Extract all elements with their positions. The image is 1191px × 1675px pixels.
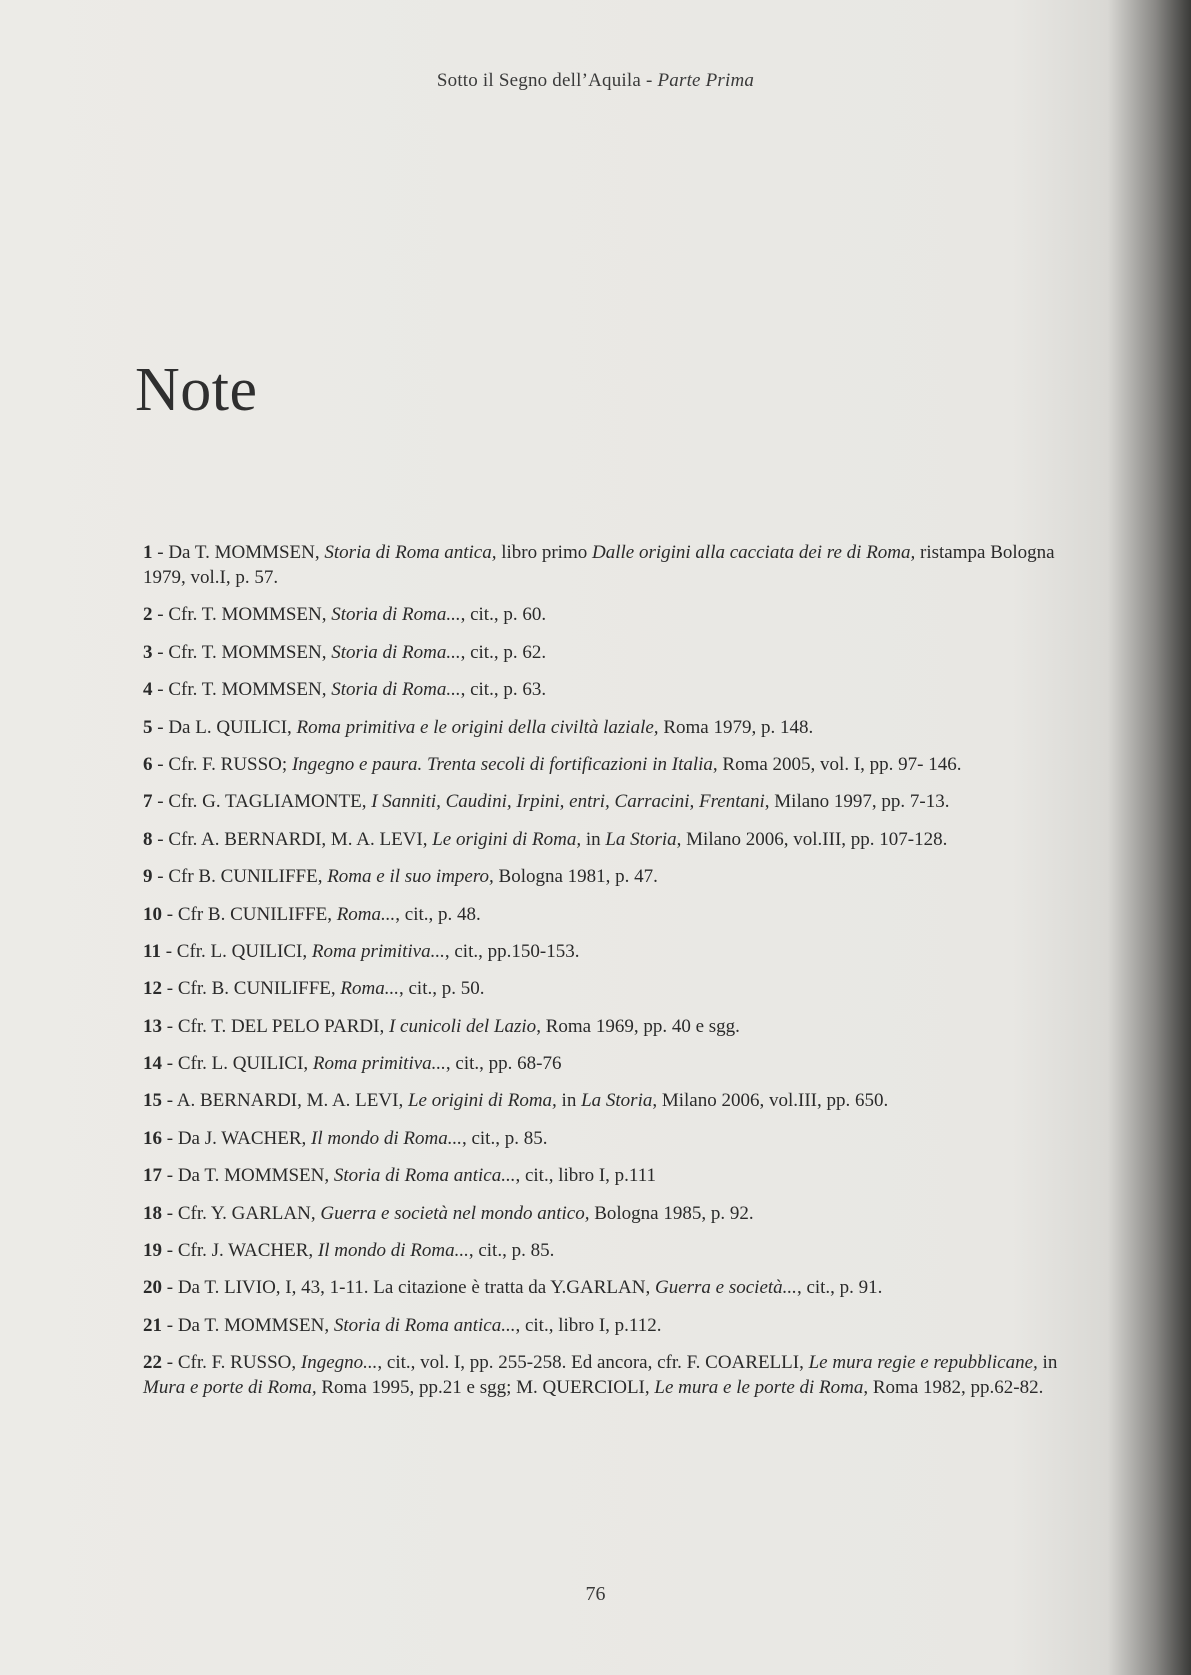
note-text: , cit., p. 63. bbox=[460, 679, 547, 701]
note-item bbox=[143, 1014, 1093, 1039]
note-text: in bbox=[556, 1090, 582, 1112]
note-item bbox=[143, 1201, 1093, 1226]
note-title-italic: Dalle origini alla cacciata dei re di Roma, bbox=[591, 542, 916, 563]
note-text: , Roma 1969, pp. 40 e sgg. bbox=[536, 1015, 740, 1037]
note-text: - Cfr. J. WACHER, bbox=[162, 1240, 318, 1262]
header-book-title: Sotto il Segno dell’Aquila bbox=[436, 70, 642, 91]
note-item bbox=[143, 864, 1093, 889]
note-item bbox=[143, 902, 1093, 927]
note-number: 5 bbox=[143, 716, 153, 738]
note-text: , cit., pp. 68-76 bbox=[445, 1053, 562, 1075]
note-number: 20 bbox=[143, 1277, 162, 1299]
running-header bbox=[0, 70, 1191, 92]
note-number: 7 bbox=[143, 791, 153, 813]
note-text: - Cfr. T. DEL PELO PARDI, bbox=[162, 1015, 389, 1037]
note-text: ristampa Bologna 1979, vol.I, p. 57. bbox=[143, 542, 1055, 588]
note-number: 18 bbox=[143, 1202, 162, 1224]
note-item bbox=[143, 677, 1093, 702]
note-title-italic: Guerra e società nel mondo antico, bbox=[320, 1202, 590, 1224]
note-number: 14 bbox=[143, 1053, 162, 1075]
note-title-italic: I Sanniti, Caudini, Irpini, entri, Carracini, Frentani bbox=[371, 791, 765, 813]
note-item bbox=[143, 1163, 1093, 1188]
page-title: Note bbox=[135, 356, 258, 424]
header-separator: - bbox=[641, 70, 658, 91]
note-text: - Cfr. F. RUSSO; bbox=[152, 753, 292, 775]
note-text: - Cfr. B. CUNILIFFE, bbox=[162, 978, 341, 1000]
note-title-italic: Roma... bbox=[340, 978, 399, 1000]
note-title-italic: Storia di Roma... bbox=[331, 641, 461, 663]
note-number: 15 bbox=[143, 1090, 162, 1112]
note-item bbox=[143, 1126, 1093, 1151]
note-title-italic: Storia di Roma... bbox=[331, 679, 461, 701]
note-text: - Cfr. Y. GARLAN, bbox=[162, 1202, 321, 1224]
header-part: Parte Prima bbox=[657, 70, 755, 91]
note-text: , Milano 1997, pp. 7-13. bbox=[764, 791, 950, 813]
note-text: Roma 1979, p. 148. bbox=[658, 716, 814, 738]
note-text: - A. BERNARDI, M. A. LEVI, bbox=[162, 1090, 408, 1112]
note-item bbox=[143, 1313, 1093, 1338]
note-item bbox=[143, 602, 1093, 627]
note-title-italic: Roma primitiva... bbox=[311, 940, 445, 962]
note-text: - Cfr. T. MOMMSEN, bbox=[152, 604, 332, 626]
note-item bbox=[143, 789, 1093, 814]
note-text: - Cfr. F. RUSSO, bbox=[162, 1352, 301, 1374]
note-text: , cit., p. 60. bbox=[460, 604, 547, 626]
note-number: 19 bbox=[143, 1240, 162, 1262]
note-item bbox=[143, 939, 1093, 964]
note-title-italic: Ingegno e paura. Trenta secoli di fortificazioni in Italia bbox=[291, 753, 713, 775]
note-text: - Cfr. L. QUILICI, bbox=[162, 1053, 313, 1075]
note-title-italic: I cunicoli del Lazio bbox=[388, 1015, 537, 1037]
note-text: , cit., p. 50. bbox=[398, 978, 485, 1000]
note-text: - Cfr B. CUNILIFFE, bbox=[152, 866, 328, 888]
note-number: 10 bbox=[143, 903, 162, 925]
note-number: 12 bbox=[143, 978, 162, 1000]
note-text: - Da L. QUILICI, bbox=[152, 716, 297, 738]
note-text: , cit., pp.150-153. bbox=[444, 940, 580, 962]
note-number: 11 bbox=[143, 940, 161, 962]
note-item bbox=[143, 715, 1093, 740]
note-item bbox=[143, 827, 1093, 852]
note-title-italic: La Storia bbox=[581, 1090, 653, 1112]
note-number: 9 bbox=[143, 866, 153, 888]
note-number: 1 bbox=[143, 542, 153, 563]
note-number: 22 bbox=[143, 1352, 162, 1374]
note-item bbox=[143, 976, 1093, 1001]
note-text: - Cfr. G. TAGLIAMONTE, bbox=[152, 791, 372, 813]
note-title-italic: Il mondo di Roma... bbox=[317, 1240, 469, 1262]
note-number: 4 bbox=[143, 679, 153, 701]
note-text: Roma 1995, pp.21 e sgg; M. QUERCIOLI, bbox=[316, 1377, 655, 1399]
note-title-italic: Mura e porte di Roma, bbox=[143, 1377, 317, 1399]
note-title-italic: Le origini di Roma, bbox=[432, 828, 582, 850]
note-title-italic: Ingegno... bbox=[300, 1352, 378, 1374]
note-title-italic: Roma e il suo impero, bbox=[327, 866, 494, 888]
note-text: in bbox=[1037, 1352, 1058, 1374]
note-title-italic: Le mura regie e repubblicane, bbox=[808, 1352, 1038, 1374]
note-text: , cit., p. 48. bbox=[395, 903, 481, 925]
note-text: Bologna 1981, p. 47. bbox=[493, 866, 658, 888]
note-text: - Cfr. T. MOMMSEN, bbox=[152, 641, 332, 663]
note-text: - Da T. MOMMSEN, bbox=[162, 1165, 334, 1187]
note-text: - Da T. MOMMSEN, bbox=[152, 542, 325, 563]
note-number: 8 bbox=[143, 828, 153, 850]
note-number: 21 bbox=[143, 1314, 162, 1336]
note-item bbox=[143, 752, 1093, 777]
note-text: - Da T. MOMMSEN, bbox=[162, 1314, 334, 1336]
note-text: Bologna 1985, p. 92. bbox=[589, 1202, 754, 1224]
note-title-italic: Guerra e società... bbox=[654, 1277, 797, 1299]
note-title-italic: Storia di Roma antica... bbox=[333, 1314, 516, 1336]
note-item bbox=[143, 1350, 1093, 1400]
note-item bbox=[143, 640, 1093, 665]
note-title-italic: Il mondo di Roma... bbox=[311, 1127, 462, 1149]
note-text: - Cfr B. CUNILIFFE, bbox=[162, 903, 337, 925]
note-text: - Cfr. L. QUILICI, bbox=[160, 940, 312, 962]
note-title-italic: Roma primitiva e le origini della civiltà laziale, bbox=[296, 716, 659, 738]
note-text: , Milano 2006, vol.III, pp. 650. bbox=[652, 1090, 889, 1112]
note-text: , Roma 1982, pp.62-82. bbox=[863, 1377, 1044, 1399]
note-text: , Milano 2006, vol.III, pp. 107-128. bbox=[676, 828, 948, 850]
note-text: , cit., p. 85. bbox=[461, 1127, 548, 1149]
note-text: in bbox=[581, 828, 606, 850]
note-title-italic: Roma... bbox=[336, 903, 396, 925]
note-number: 17 bbox=[143, 1165, 162, 1187]
note-number: 13 bbox=[143, 1015, 162, 1037]
note-item bbox=[143, 1088, 1093, 1113]
note-text: , cit., p. 85. bbox=[468, 1240, 555, 1262]
note-item bbox=[143, 1238, 1093, 1263]
note-number: 16 bbox=[143, 1127, 162, 1149]
note-title-italic: La Storia bbox=[605, 828, 677, 850]
note-text: , cit., libro I, p.111 bbox=[515, 1165, 656, 1187]
note-number: 2 bbox=[143, 604, 153, 626]
note-text: - Da T. LIVIO, I, 43, 1-11. La citazione è tratta da Y.GARLAN, bbox=[162, 1277, 655, 1299]
note-text: - Da J. WACHER, bbox=[162, 1127, 312, 1149]
note-title-italic: Roma primitiva... bbox=[312, 1053, 446, 1075]
note-title-italic: Storia di Roma antica, bbox=[324, 542, 497, 563]
notes-list bbox=[143, 540, 1093, 1413]
note-title-italic: Storia di Roma antica... bbox=[333, 1165, 516, 1187]
note-text: , Roma 2005, vol. I, pp. 97- 146. bbox=[712, 753, 962, 775]
note-item bbox=[143, 1275, 1093, 1300]
note-number: 6 bbox=[143, 753, 153, 775]
note-text: libro primo bbox=[496, 542, 592, 563]
note-text: - Cfr. A. BERNARDI, M. A. LEVI, bbox=[152, 828, 433, 850]
note-text: , cit., libro I, p.112. bbox=[515, 1314, 662, 1336]
page-number: 76 bbox=[585, 1583, 606, 1605]
note-title-italic: Le origini di Roma, bbox=[407, 1090, 557, 1112]
note-text: , cit., p. 62. bbox=[460, 641, 547, 663]
note-text: , cit., p. 91. bbox=[796, 1277, 883, 1299]
note-item bbox=[143, 540, 1093, 590]
note-item bbox=[143, 1051, 1093, 1076]
note-title-italic: Storia di Roma... bbox=[331, 604, 461, 626]
note-title-italic: Le mura e le porte di Roma bbox=[654, 1377, 864, 1399]
note-number: 3 bbox=[143, 641, 153, 663]
note-text: - Cfr. T. MOMMSEN, bbox=[152, 679, 332, 701]
note-text: , cit., vol. I, pp. 255-258. Ed ancora, cfr. F. COARELLI, bbox=[377, 1352, 809, 1374]
